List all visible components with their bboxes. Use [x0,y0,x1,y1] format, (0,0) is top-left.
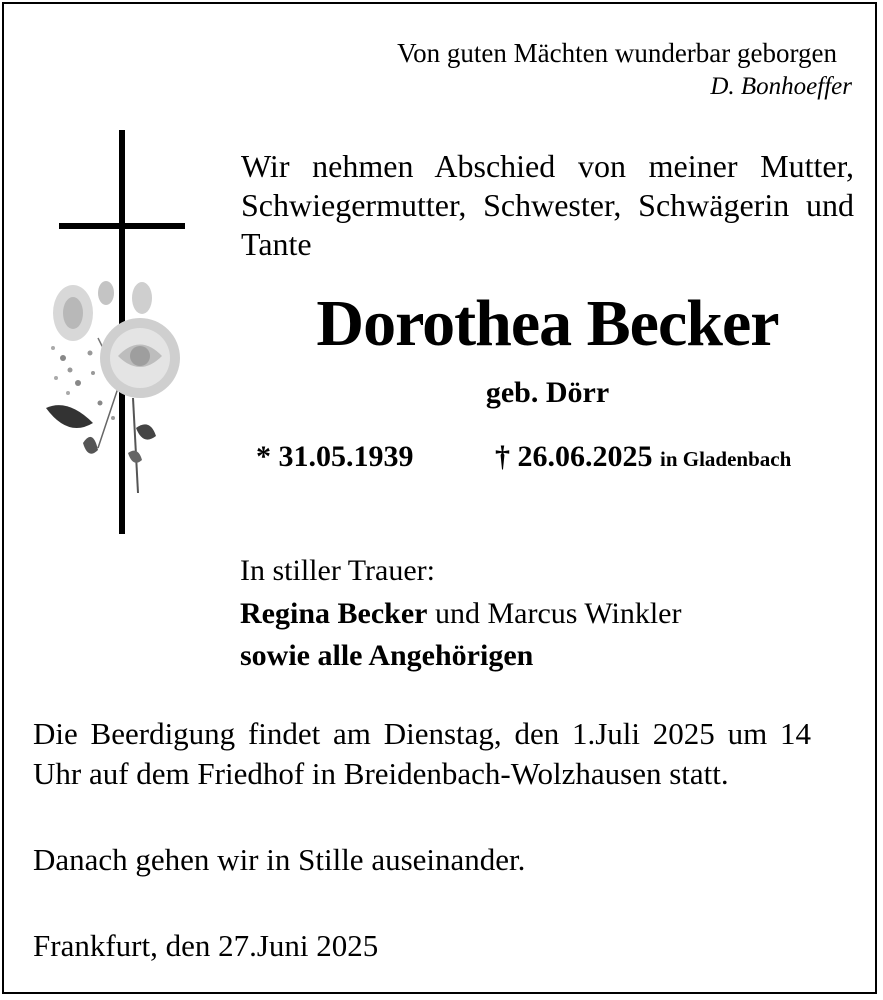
motto-author: D. Bonhoeffer [710,73,852,100]
mourner-secondary: und Marcus Winkler [427,597,682,630]
deceased-name: Dorothea Becker [316,287,779,360]
relatives-line: sowie alle Angehörigen [240,639,534,672]
motto-quote: Von guten Mächten wunderbar geborgen [397,38,837,68]
death-place: in Gladenbach [660,447,792,471]
maiden-name: geb. Dörr [485,376,610,409]
silence-note: Danach gehen wir in Stille auseinander. [33,842,526,877]
place-date: Frankfurt, den 27.Juni 2025 [33,928,379,963]
death-info [495,437,791,479]
rose-bouquet-icon [38,278,188,496]
birth-date: * 31.05.1939 [256,440,414,473]
mourning-label: In stiller Trauer: [240,554,435,587]
intro-text: Wir nehmen Abschied von meiner Mutter, Schwiegermutter, Schwester, Schwägerin und Tante [241,148,854,262]
mourners-line [240,594,682,634]
mourner-primary: Regina Becker [240,597,428,630]
death-date: † 26.06.2025 [495,440,653,473]
cross-bar [59,223,185,229]
funeral-info: Die Beerdigung findet am Dienstag, den 1.Juli 2025 um 14 Uhr auf dem Friedhof in Breidenbach-Wolzhausen statt. [33,716,811,791]
